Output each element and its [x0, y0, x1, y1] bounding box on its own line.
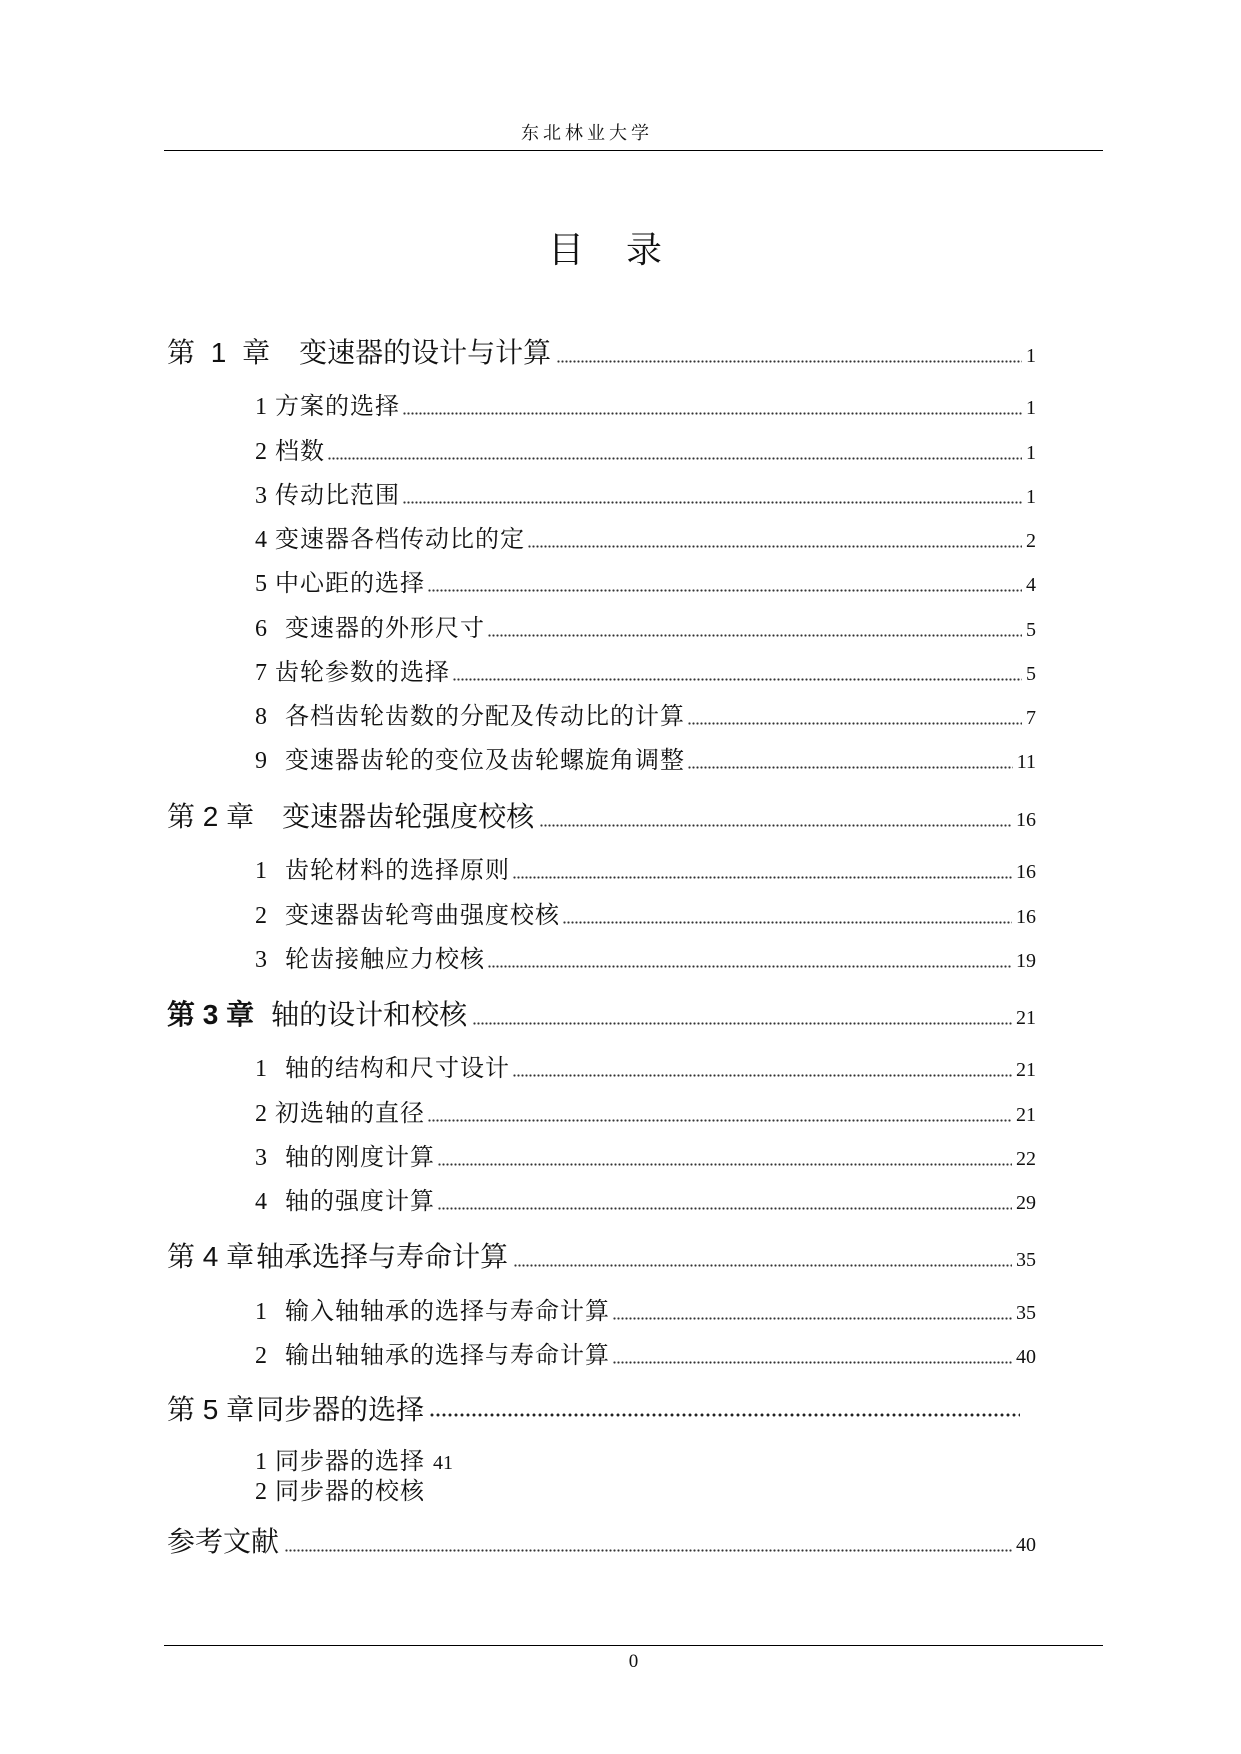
dot-leader: [613, 1361, 1012, 1364]
section-number: 1: [255, 1449, 268, 1475]
section-page-number: 16: [1016, 861, 1036, 883]
chapter-number: 第 3 章: [167, 999, 255, 1030]
section-title: 传动比范围: [275, 483, 400, 509]
section-page-number: 5: [1026, 619, 1036, 641]
section-title: 输出轴轴承的选择与寿命计算: [285, 1343, 610, 1369]
toc-section-1-1: [255, 392, 1036, 423]
section-title: 变速器齿轮的变位及齿轮螺旋角调整: [285, 748, 685, 774]
dot-leader: [428, 1119, 1012, 1122]
page-title: 目 录: [548, 229, 679, 270]
section-page-number: 22: [1016, 1148, 1036, 1170]
section-title: 中心距的选择: [275, 571, 425, 597]
toc-section-1-7: [255, 658, 1036, 689]
dot-leader: [528, 545, 1022, 548]
section-page-number: 1: [1026, 442, 1036, 464]
section-page-number: 1: [1026, 397, 1036, 419]
dot-leader: [688, 766, 1013, 769]
section-page-number: 41: [433, 1452, 453, 1474]
section-page-number: 40: [1016, 1346, 1036, 1368]
section-title: 轴的结构和尺寸设计: [285, 1056, 510, 1082]
section-page-number: 7: [1026, 707, 1036, 729]
toc-section-3-1: [255, 1054, 1036, 1085]
dot-leader: [563, 921, 1012, 924]
section-number: 1: [255, 1056, 268, 1082]
chapter-title: 轴承选择与寿命计算: [256, 1241, 509, 1272]
section-page-number: 16: [1016, 906, 1036, 928]
toc-section-1-2: [255, 437, 1036, 468]
toc-section-3-2: [255, 1099, 1036, 1130]
toc-section-1-4: [255, 525, 1036, 556]
dot-leader: [285, 1549, 1012, 1552]
section-page-number: 2: [1026, 530, 1036, 552]
chapter-title: 同步器的选择: [256, 1394, 425, 1425]
dot-leader: [428, 589, 1022, 592]
chapter-page-number: 21: [1016, 1007, 1036, 1029]
toc-chapter-1: [167, 336, 1036, 373]
section-number: 4: [255, 1189, 268, 1215]
section-title: 变速器齿轮弯曲强度校核: [285, 903, 560, 929]
section-number: 9: [255, 748, 268, 774]
chapter-page-number: 1: [1026, 345, 1036, 367]
section-number: 2: [255, 1101, 268, 1127]
dot-leader: [453, 678, 1022, 681]
section-page-number: 19: [1016, 950, 1036, 972]
toc-chapter-4: [167, 1240, 1036, 1277]
chapter-page-number: 16: [1016, 809, 1036, 831]
toc-section-4-1: [255, 1297, 1036, 1328]
chapter-number: 第 2 章: [167, 801, 255, 832]
dot-leader: [557, 360, 1022, 363]
section-number: 2: [255, 903, 268, 929]
section-number: 1: [255, 1299, 268, 1325]
toc-references: [167, 1525, 1036, 1562]
section-title: 输入轴轴承的选择与寿命计算: [285, 1299, 610, 1325]
section-number: 4: [255, 527, 268, 553]
section-title: 变速器各档传动比的定: [275, 527, 525, 553]
section-title: 档数: [275, 439, 325, 465]
toc-chapter-2: [167, 800, 1036, 837]
section-page-number: 5: [1026, 663, 1036, 685]
dot-leader: [513, 1074, 1012, 1077]
section-title: 初选轴的直径: [275, 1101, 425, 1127]
section-title: 轴的刚度计算: [285, 1145, 435, 1171]
dot-leader: [438, 1163, 1012, 1166]
dot-leader: [613, 1317, 1012, 1320]
toc-section-4-2: [255, 1341, 1036, 1372]
section-page-number: 1: [1026, 486, 1036, 508]
section-number: 3: [255, 947, 268, 973]
dot-leader: [430, 1413, 1020, 1417]
chapter-title: 轴的设计和校核: [271, 999, 468, 1030]
section-page-number: 29: [1016, 1192, 1036, 1214]
section-title: 齿轮材料的选择原则: [285, 858, 510, 884]
toc-section-5-2: [255, 1477, 425, 1507]
dot-leader: [403, 412, 1022, 415]
chapter-number: 第 5 章: [167, 1394, 255, 1425]
chapter-number: 第 4 章: [167, 1241, 255, 1272]
section-number: 1: [255, 394, 268, 420]
section-title: 轴的强度计算: [285, 1189, 435, 1215]
toc-section-3-4: [255, 1187, 1036, 1218]
section-number: 3: [255, 1145, 268, 1171]
toc-chapter-5: [167, 1393, 1024, 1427]
section-number: 6: [255, 616, 268, 642]
toc-section-1-3: [255, 481, 1036, 512]
chapter-number: 第 1 章: [167, 337, 271, 368]
references-page-number: 40: [1016, 1534, 1036, 1556]
dot-leader: [473, 1022, 1012, 1025]
section-page-number: 4: [1026, 574, 1036, 596]
section-number: 5: [255, 571, 268, 597]
section-title: 变速器的外形尺寸: [285, 616, 485, 642]
section-number: 2: [255, 1479, 268, 1505]
toc-section-3-3: [255, 1143, 1036, 1174]
dot-leader: [513, 876, 1012, 879]
section-number: 2: [255, 1343, 268, 1369]
running-header: 东北林业大学: [521, 123, 653, 143]
toc-chapter-3: [167, 998, 1036, 1035]
dot-leader: [438, 1207, 1012, 1210]
section-number: 7: [255, 660, 268, 686]
dot-leader: [328, 457, 1022, 460]
dot-leader: [403, 501, 1022, 504]
toc-section-2-3: [255, 945, 1036, 976]
section-page-number: 11: [1016, 751, 1036, 773]
section-page-number: 21: [1016, 1059, 1036, 1081]
dot-leader: [688, 722, 1022, 725]
section-title: 轮齿接触应力校核: [285, 947, 485, 973]
references-title: 参考文献: [167, 1526, 280, 1557]
header-rule: [164, 150, 1103, 151]
section-number: 2: [255, 439, 268, 465]
section-title: 同步器的选择: [275, 1449, 425, 1475]
chapter-title: 变速器齿轮强度校核: [282, 801, 535, 832]
footer-page-number: 0: [628, 1651, 639, 1672]
section-title: 同步器的校核: [275, 1479, 425, 1505]
section-title: 齿轮参数的选择: [275, 660, 450, 686]
dot-leader: [514, 1264, 1012, 1267]
section-number: 3: [255, 483, 268, 509]
chapter-title: 变速器的设计与计算: [299, 337, 552, 368]
dot-leader: [488, 965, 1012, 968]
section-title: 方案的选择: [275, 394, 400, 420]
toc-section-2-1: [255, 856, 1036, 887]
section-page-number: 35: [1016, 1302, 1036, 1324]
toc-section-1-8: [255, 702, 1036, 733]
chapter-page-number: 35: [1016, 1249, 1036, 1271]
dot-leader: [540, 824, 1012, 827]
toc-section-2-2: [255, 901, 1036, 932]
toc-section-1-5: [255, 569, 1036, 600]
toc-section-5-1: [255, 1447, 453, 1478]
section-number: 8: [255, 704, 268, 730]
section-title: 各档齿轮齿数的分配及传动比的计算: [285, 704, 685, 730]
dot-leader: [488, 634, 1022, 637]
toc-section-1-9: [255, 746, 1036, 777]
section-page-number: 21: [1016, 1104, 1036, 1126]
footer-rule: [164, 1645, 1103, 1646]
toc-section-1-6: [255, 614, 1036, 645]
section-number: 1: [255, 858, 268, 884]
